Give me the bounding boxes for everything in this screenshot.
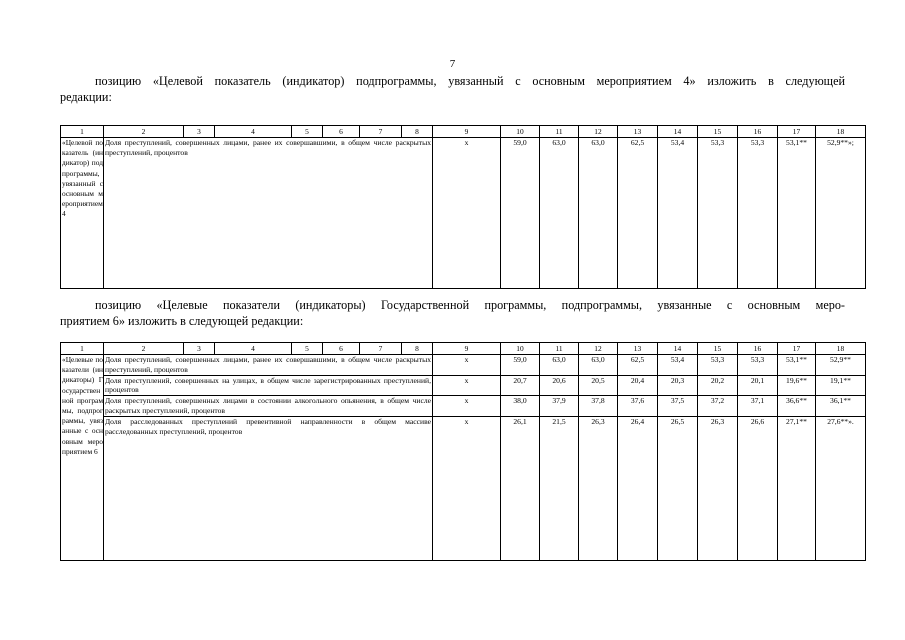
value-cell: 26,3 [579,416,618,560]
value-cell: 53,3 [738,138,778,289]
value-cell: х [433,396,501,417]
indicator-name: Доля преступлений, совершенных лицами в состоянии алкогольного опьянения, в общем числе раскрытых преступлений, процентов [105,396,431,415]
header-cell: 5 [292,126,323,138]
header-cell: 2 [104,343,184,355]
value-cell: 53,1** [778,355,816,376]
value-cell: 20,2 [698,375,738,396]
table-1-header-row [61,126,866,138]
header-cell: 11 [540,343,579,355]
value-cell: 26,1 [501,416,540,560]
header-cell: 15 [698,126,738,138]
header-cell: 13 [618,126,658,138]
value-cell: 26,4 [618,416,658,560]
value-cell: 59,0 [501,355,540,376]
header-cell: 10 [501,343,540,355]
page-number: 7 [449,58,456,70]
value-cell: 19,1** [816,375,866,396]
indicator-name: Доля расследованных преступлений превентивной направленности в общем массиве расследованных преступлений, процентов [104,416,433,560]
paragraph-1-line-2: редакции: [60,90,112,104]
value-cell: 26,3 [698,416,738,560]
value-cell: 37,1 [738,396,778,417]
value-cell: 52,9** [816,355,866,376]
value-cell: 63,0 [540,138,579,289]
header-cell: 3 [184,126,215,138]
value-cell: 37,8 [579,396,618,417]
value-cell: 20,5 [579,375,618,396]
value-cell: х [433,138,501,289]
paragraph-2-line-2: приятием 6» изложить в следующей редакции: [60,314,304,328]
table-row [61,396,866,417]
header-cell: 17 [778,343,816,355]
header-cell: 16 [738,126,778,138]
indicator-name: Доля преступлений, совершенных на улицах, в общем числе зарегистрированных преступлений, процентов [105,375,431,395]
value-cell: 19,6** [778,375,816,396]
value-cell: 52,9**»; [816,138,866,289]
header-cell: 1 [61,126,104,138]
paragraph-2-line-1: позицию «Целевые показатели (индикаторы) Государственной программы, подпрограммы, увязанные с основным меро- [95,298,845,312]
value-cell: 20,1 [738,375,778,396]
header-cell: 4 [215,343,292,355]
table-row [61,138,866,289]
value-cell: 63,0 [579,355,618,376]
header-cell: 8 [402,126,433,138]
header-cell: 15 [698,343,738,355]
value-cell: 53,4 [658,138,698,289]
header-cell: 10 [501,126,540,138]
header-cell: 13 [618,343,658,355]
value-cell: 63,0 [579,138,618,289]
value-cell: 20,4 [618,375,658,396]
header-cell: 9 [433,126,501,138]
header-cell: 4 [215,126,292,138]
value-cell: х [433,416,501,560]
value-cell: 21,5 [540,416,579,560]
header-cell: 12 [579,343,618,355]
value-cell: 53,1** [778,138,816,289]
value-cell: х [433,355,501,376]
value-cell: 59,0 [501,138,540,289]
header-cell: 8 [402,343,433,355]
header-cell: 7 [360,343,402,355]
value-cell: 37,5 [658,396,698,417]
header-cell: 18 [816,343,866,355]
instruction-paragraph-1 [60,73,845,105]
header-cell: 11 [540,126,579,138]
value-cell: 53,3 [698,355,738,376]
value-cell: 37,9 [540,396,579,417]
value-cell: 62,5 [618,138,658,289]
header-cell: 6 [323,126,360,138]
value-cell: 37,2 [698,396,738,417]
header-cell: 14 [658,343,698,355]
value-cell: 26,6 [738,416,778,560]
header-cell: 7 [360,126,402,138]
header-cell: 2 [104,126,184,138]
header-cell: 3 [184,343,215,355]
value-cell: 53,4 [658,355,698,376]
header-cell: 18 [816,126,866,138]
value-cell: 53,3 [738,355,778,376]
value-cell: 27,6**». [816,416,866,560]
table-2-header-row [61,343,866,355]
value-cell: 62,5 [618,355,658,376]
table-row [61,375,866,396]
value-cell: 53,3 [698,138,738,289]
value-cell: 20,6 [540,375,579,396]
indicator-name: Доля преступлений, совершенных лицами, ранее их совершавшими, в общем числе раскрытых преступлений, процентов [105,355,431,374]
value-cell: 63,0 [540,355,579,376]
value-cell: 26,5 [658,416,698,560]
header-cell: 5 [292,343,323,355]
indicator-name: Доля преступлений, совершенных лицами, ранее их совершавшими, в общем числе раскрытых преступлений, процентов [104,138,433,289]
header-cell: 12 [579,126,618,138]
value-cell: 20,7 [501,375,540,396]
table-row [61,355,866,376]
indicator-group-cell: «Целевой показатель (индикатор) подпрограммы, увязанный с основным мероприятием 4 [61,138,104,289]
header-cell: 14 [658,126,698,138]
header-cell: 17 [778,126,816,138]
value-cell: 20,3 [658,375,698,396]
value-cell: 27,1** [778,416,816,560]
paragraph-1-line-1: позицию «Целевой показатель (индикатор) подпрограммы, увязанный с основным мероприятием 4» изложить в следующей [95,74,845,88]
value-cell: 36,6** [778,396,816,417]
header-cell: 16 [738,343,778,355]
indicator-group-cell: «Целевые показатели (индикаторы) Государственной программы, подпрограммы, увязанные с основным мероприятием 6 [61,355,104,561]
indicator-table-1 [60,125,866,289]
value-cell: х [433,375,501,396]
header-cell: 9 [433,343,501,355]
value-cell: 36,1** [816,396,866,417]
value-cell: 38,0 [501,396,540,417]
instruction-paragraph-2 [60,297,845,329]
header-cell: 1 [61,343,104,355]
header-cell: 6 [323,343,360,355]
indicator-table-2 [60,342,866,561]
value-cell: 37,6 [618,396,658,417]
table-row [61,416,866,560]
